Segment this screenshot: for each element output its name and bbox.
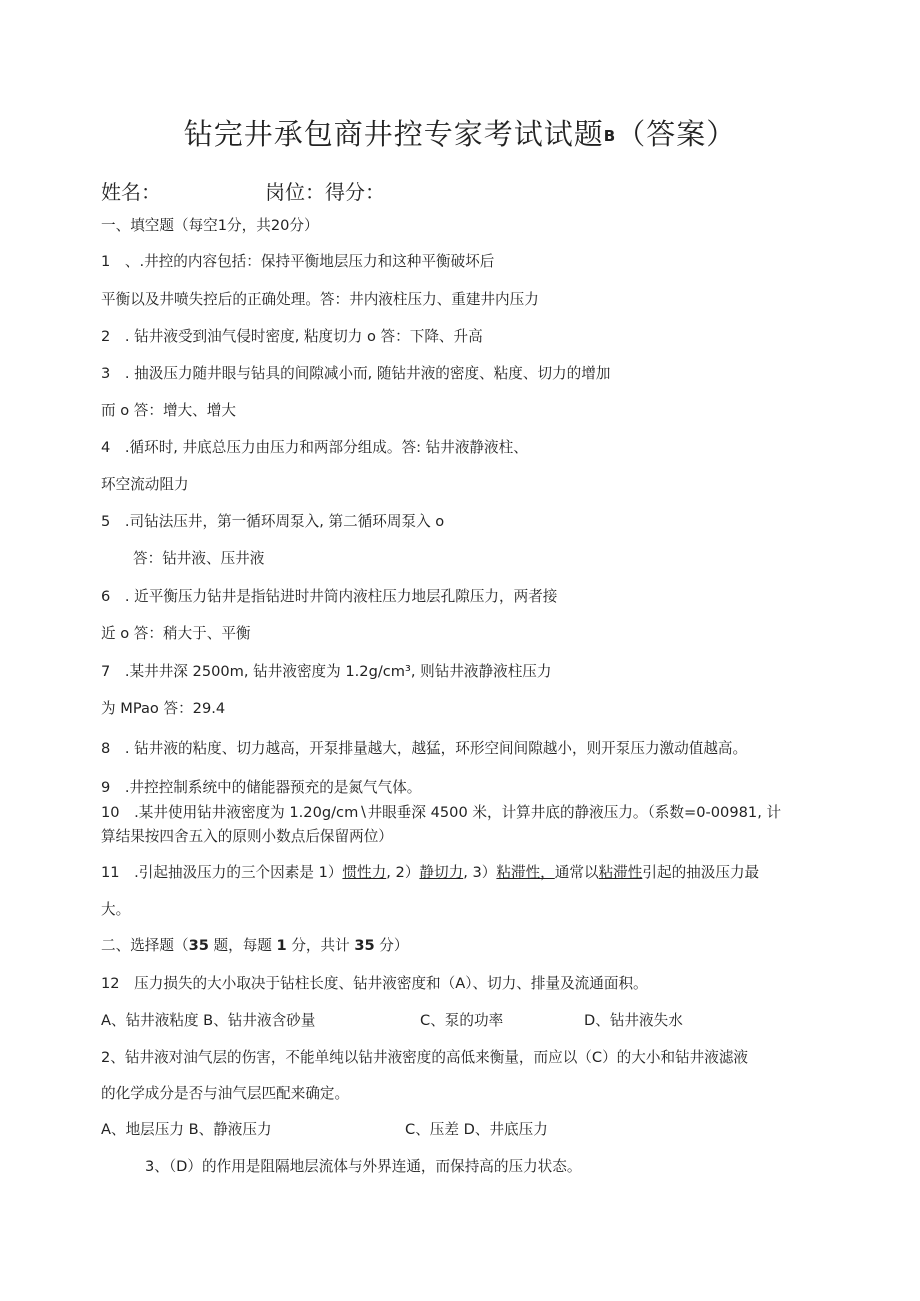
question-6-line1: 6 . 近平衡压力钻井是指钻进时井筒内液柱压力地层孔隙压力，两者接 [101,588,558,605]
q11-mid3: 通常以 [554,864,599,881]
question-4-line2: 环空流动阻力 [101,476,189,493]
choice-2-line1: 2、钻井液对油气层的伤害，不能单纯以钻井液密度的高低来衡量，而应以（C）的大小和钻井液滤液 [101,1049,749,1066]
question-5-answer: 答：钻井液、压井液 [133,550,265,567]
s2-count: 35 [188,937,209,954]
title-version: B [603,127,617,145]
q11-pre: 11 .引起抽汲压力的三个因素是 1） [101,864,343,881]
question-4-line1: 4 .循环时, 井底总压力由压力和两部分组成。答: 钻井液静液柱、 [101,439,528,456]
question-1-line2: 平衡以及井喷失控后的正确处理。答：井内液柱压力、重建井内压力 [101,291,539,308]
s2-mid: 题，每题 [208,937,277,954]
section-choice-heading [101,934,409,955]
document-title [0,112,920,153]
score-label: 得分： [325,180,385,204]
answer-viscosity: 粘滞性， [496,864,555,881]
answer-static-shear: 静切力 [419,864,464,881]
question-3-line2: 而 o 答：增大、增大 [101,402,236,419]
choice-2-options-ab: A、地层压力 B、静液压力 [101,1121,272,1138]
question-7-line1: 7 .某井井深 2500m, 钻井液密度为 1.2g∕cm³, 则钻井液静液柱压力 [101,663,552,680]
question-12-option-c: C、泵的功率 [420,1012,504,1029]
post-score-labels [265,176,385,205]
choice-2-line2: 的化学成分是否与油气层匹配来确定。 [101,1085,350,1102]
title-paren: （答案） [616,117,737,151]
answer-viscosity-main: 粘滞性 [598,864,643,881]
choice-2-options-cd: C、压差 D、井底压力 [405,1121,548,1138]
s2-each: 1 [276,937,287,954]
question-12-options-ab: A、钻井液粘度 B、钻井液含砂量 [101,1012,316,1029]
question-10-line1: 10 .某井使用钻井液密度为 1.20g∕cm∖井眼垂深 4500 米，计算井底的静液压力。（系数=0-00981, 计 [101,804,782,821]
q11-mid1: , 2） [386,864,420,881]
name-label: 姓名： [101,180,161,204]
question-2: 2 . 钻井液受到油气侵时密度, 粘度切力 o 答：下降、升高 [101,328,483,345]
s2-mid2: 分，共计 [286,937,355,954]
question-6-line2: 近 o 答：稍大于、平衡 [101,625,251,642]
s2-post: 分） [374,937,409,954]
question-11-line1 [101,861,759,882]
question-11-line2: 大。 [101,901,131,918]
question-8: 8 . 钻井液的粘度、切力越高，开泵排量越大，越猛，环形空间间隙越小，则开泵压力激动值越高。 [101,740,748,757]
question-12: 12 压力损失的大小取决于钻柱长度、钻井液密度和（A）、切力、排量及流通面积。 [101,975,648,992]
s2-pre: 二、选择题（ [101,937,189,954]
question-7-line2: 为 MPao 答：29.4 [101,700,226,717]
question-12-option-d: D、钻井液失水 [584,1012,683,1029]
question-9: 9 .井控控制系统中的储能器预充的是氮气气体。 [101,779,422,796]
section-fill-heading: 一、填空题（每空1分，共20分） [101,217,319,234]
post-label: 岗位： [265,180,325,204]
s2-total: 35 [354,937,375,954]
question-3-line1: 3 . 抽汲压力随井眼与钻具的间隙减小而, 随钻井液的密度、粘度、切力的增加 [101,365,611,382]
answer-inertia: 惯性力 [342,864,387,881]
question-1-line1: 1 、.井控的内容包括：保持平衡地层压力和这种平衡破坏后 [101,253,495,270]
title-main: 钻完井承包商井控专家考试试题 [183,117,604,151]
choice-3: 3、（D）的作用是阻隔地层流体与外界连通，而保持高的压力状态。 [145,1158,582,1175]
q11-mid2: , 3） [463,864,497,881]
question-10-line2: 算结果按四舍五入的原则小数点后保留两位） [101,828,393,845]
question-5-line1: 5 .司钻法压井，第一循环周泵入, 第二循环周泵入 o [101,513,445,530]
q11-post: 引起的抽汲压力最 [642,864,760,881]
